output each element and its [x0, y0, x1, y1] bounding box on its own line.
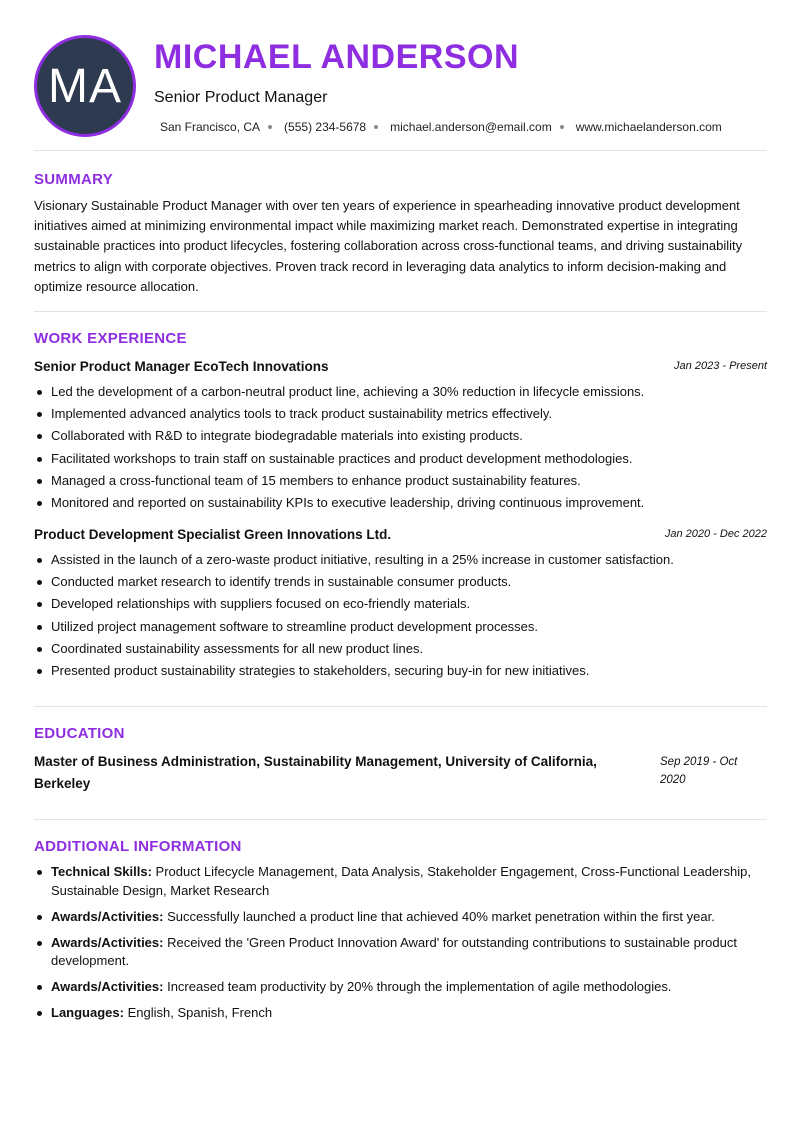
list-item: Monitored and reported on sustainability KPIs to executive leadership, driving continuous improvement. — [34, 492, 767, 514]
job-title: Senior Product Manager EcoTech Innovations — [34, 359, 329, 374]
info-text: Successfully launched a product line that achieved 40% market penetration within the first year. — [163, 908, 715, 924]
list-item: Facilitated workshops to train staff on sustainable practices and product development methodologies. — [34, 448, 767, 470]
separator-dot — [268, 125, 272, 129]
list-item: Developed relationships with suppliers focused on eco-friendly materials. — [34, 593, 767, 615]
job-date: Jan 2020 - Dec 2022 — [664, 528, 767, 540]
contact-phone: (555) 234-5678 — [284, 120, 367, 134]
info-label: Awards/Activities: — [51, 979, 164, 994]
summary-heading: SUMMARY — [34, 171, 114, 188]
job-header — [34, 527, 767, 545]
list-item — [34, 908, 767, 927]
additional-heading: ADDITIONAL INFORMATION — [34, 838, 242, 855]
job-title: Product Development Specialist Green Innovations Ltd. — [34, 527, 392, 542]
list-item — [34, 1004, 767, 1023]
list-item: Utilized project management software to streamline product development processes. — [34, 616, 767, 638]
divider — [34, 706, 767, 707]
list-item: Led the development of a carbon-neutral product line, achieving a 30% reduction in lifecycle emissions. — [34, 381, 767, 403]
candidate-name: MICHAEL ANDERSON — [154, 38, 520, 76]
list-item: Assisted in the launch of a zero-waste product initiative, resulting in a 25% increase in customer satisfaction. — [34, 549, 767, 571]
info-text: Product Lifecycle Management, Data Analysis, Stakeholder Engagement, Cross-Functional Leadership, Sustainable Design, Market Research — [51, 864, 751, 898]
avatar-initials: MA — [48, 59, 122, 113]
info-label: Awards/Activities: — [51, 934, 164, 950]
job-bullets — [34, 381, 767, 514]
list-item: Presented product sustainability strategies to stakeholders, securing buy-in for new initiatives. — [34, 660, 767, 682]
job-bullets — [34, 549, 767, 682]
job-header — [34, 359, 767, 377]
info-label: Awards/Activities: — [51, 908, 164, 924]
job-date: Jan 2023 - Present — [674, 360, 767, 372]
list-item: Implemented advanced analytics tools to track product sustainability metrics effectively. — [34, 403, 767, 425]
info-text: Received the 'Green Product Innovation Award' for outstanding contributions to sustainable product development. — [51, 934, 737, 968]
list-item — [34, 863, 767, 900]
divider — [34, 819, 767, 820]
separator-dot — [374, 125, 378, 129]
info-text: English, Spanish, French — [123, 1005, 273, 1020]
avatar — [34, 35, 136, 137]
info-text: Increased team productivity by 20% through the implementation of agile methodologies. — [163, 979, 672, 994]
divider — [34, 311, 767, 312]
list-item — [34, 934, 767, 971]
info-label: Technical Skills: — [51, 864, 152, 879]
candidate-role: Senior Product Manager — [154, 89, 328, 106]
education-degree: Master of Business Administration, Sustainability Management, University of California, Berkeley — [34, 754, 597, 791]
experience-heading: WORK EXPERIENCE — [34, 330, 187, 347]
list-item: Managed a cross-functional team of 15 members to enhance product sustainability features. — [34, 470, 767, 492]
contact-website[interactable]: www.michaelanderson.com — [575, 120, 722, 134]
divider — [34, 150, 767, 151]
contact-bar — [160, 120, 722, 134]
summary-text: Visionary Sustainable Product Manager with over ten years of experience in spearheading innovative product development initiatives aimed at minimizing environmental impact while maximizing market reach. Demonstrated expertise in integrating sustainable practices into product lifecycles, fostering collaboration across cross-functional teams, and driving sustainability metrics to align with corporate objectives. Proven track record in leveraging data analytics to inform decision-making and optimize resource allocation. — [34, 198, 743, 294]
list-item: Collaborated with R&D to integrate biodegradable materials into existing products. — [34, 425, 767, 447]
list-item: Conducted market research to identify trends in sustainable consumer products. — [34, 571, 767, 593]
education-heading: EDUCATION — [34, 725, 125, 742]
education-date: Sep 2019 - Oct 2020 — [660, 756, 738, 786]
list-item — [34, 978, 767, 997]
info-label: Languages: — [51, 1005, 124, 1020]
separator-dot — [560, 125, 564, 129]
list-item: Coordinated sustainability assessments for all new product lines. — [34, 638, 767, 660]
contact-email[interactable]: michael.anderson@email.com — [390, 120, 552, 134]
contact-location: San Francisco, CA — [160, 120, 261, 134]
additional-list — [34, 863, 767, 1030]
